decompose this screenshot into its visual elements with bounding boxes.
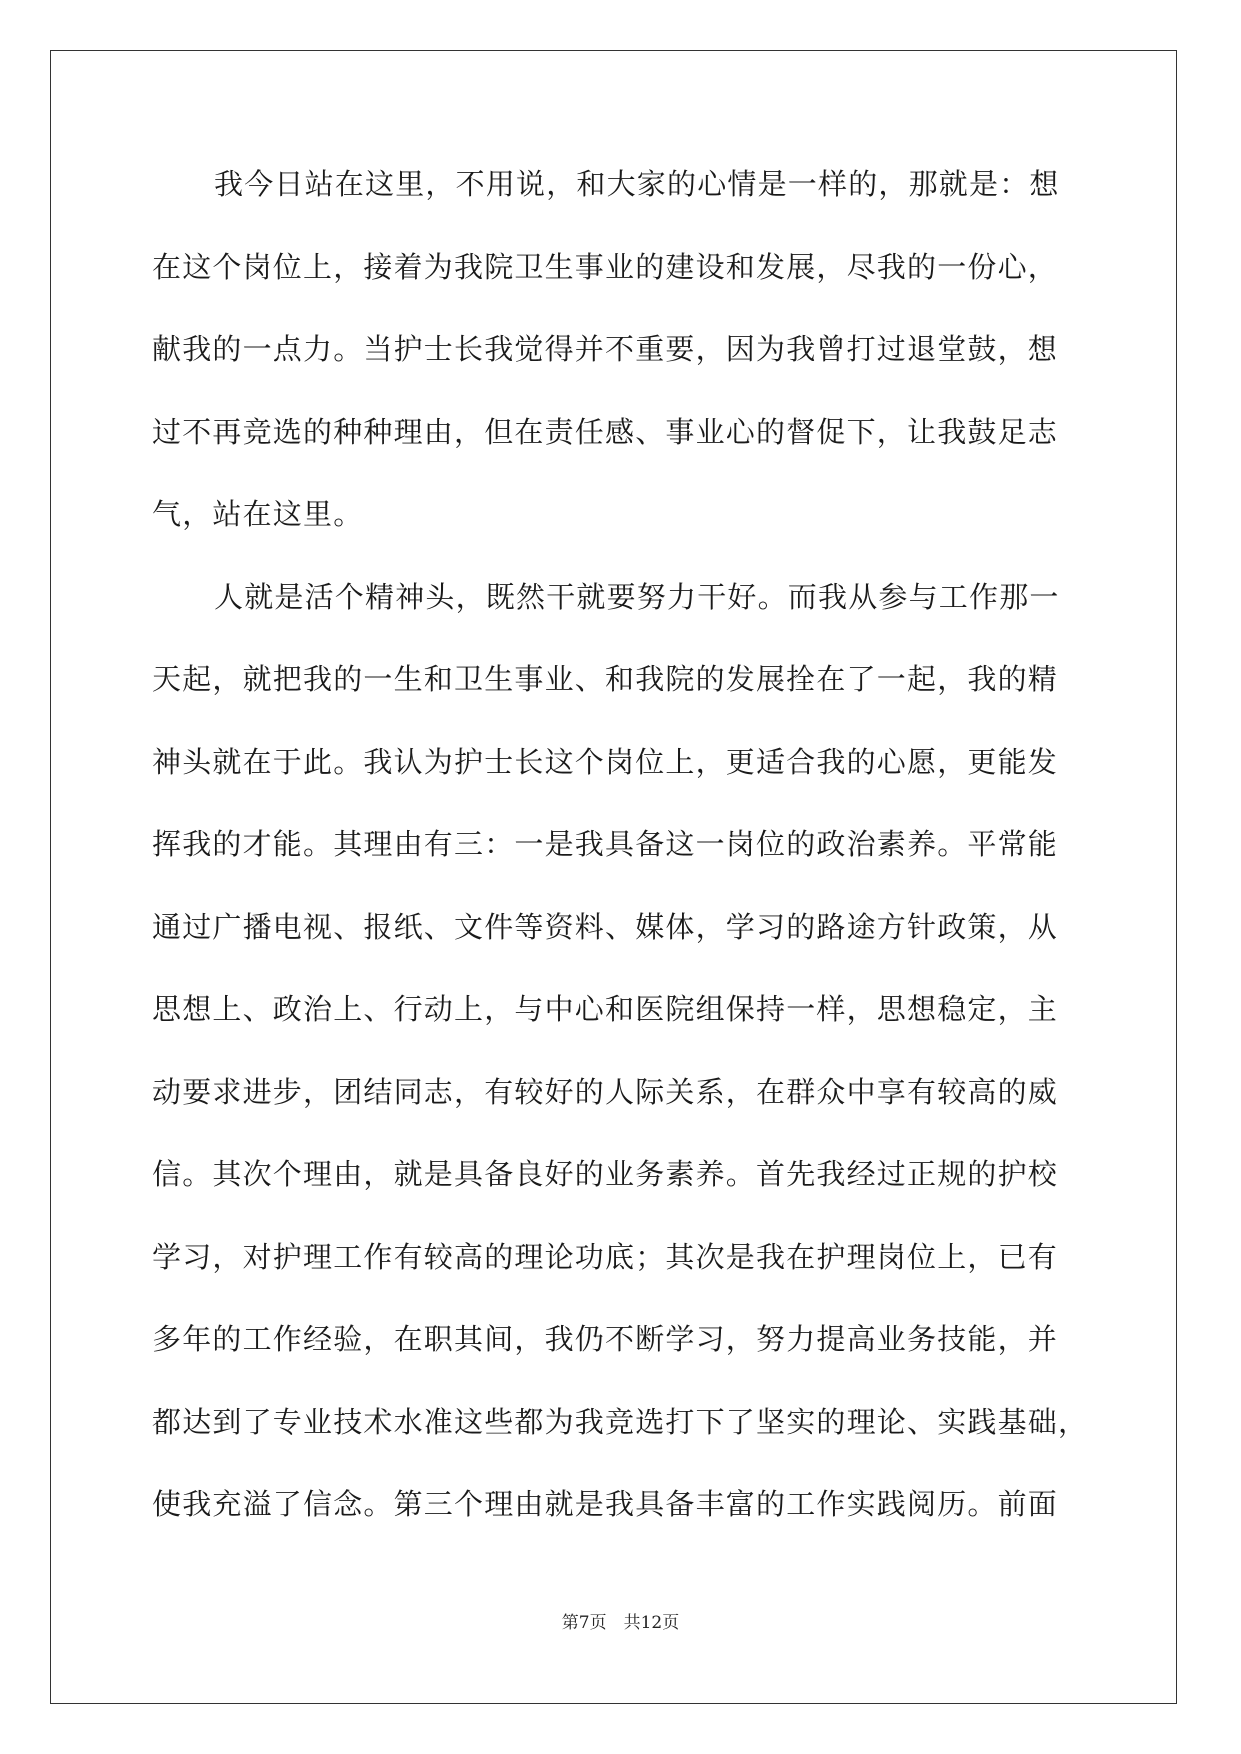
page-number: 第7页 共12页 [561,1613,680,1633]
text-line: 在这个岗位上，接着为我院卫生事业的建设和发展，尽我的一份心， [152,249,1059,284]
text-line: 通过广播电视、报纸、文件等资料、媒体，学习的路途方针政策，从 [152,909,1059,944]
text-line: 人就是活个精神头，既然干就要努力干好。而我从参与工作那一 [214,579,1060,614]
text-line: 献我的一点力。当护士长我觉得并不重要，因为我曾打过退堂鼓，想 [152,332,1059,366]
text-line: 过不再竞选的种种理由，但在责任感、事业心的督促下，让我鼓足志 [152,414,1059,449]
text-line: 使我充溢了信念。第三个理由就是我具备丰富的工作实践阅历。前面 [152,1487,1059,1521]
document-body [152,164,1090,1567]
text-line: 气，站在这里。 [152,497,364,531]
text-line: 学习，对护理工作有较高的理论功底；其次是我在护理岗位上，已有 [152,1239,1059,1274]
text-line: 动要求进步，团结同志，有较好的人际关系，在群众中享有较高的威 [152,1074,1059,1109]
text-line: 多年的工作经验，在职其间，我仍不断学习，努力提高业务技能，并 [152,1322,1059,1356]
text-line: 信。其次个理由，就是具备良好的业务素养。首先我经过正规的护校 [152,1157,1059,1191]
text-line: 神头就在于此。我认为护士长这个岗位上，更适合我的心愿，更能发 [152,744,1059,779]
text-line: 挥我的才能。其理由有三：一是我具备这一岗位的政治素养。平常能 [152,827,1059,861]
text-line: 思想上、政治上、行动上，与中心和医院组保持一样，思想稳定，主 [152,992,1059,1026]
text-line: 天起，就把我的一生和卫生事业、和我院的发展拴在了一起，我的精 [152,662,1059,696]
text-line: 我今日站在这里，不用说，和大家的心情是一样的，那就是：想 [214,167,1060,201]
text-line: 都达到了专业技术水准这些都为我竞选打下了坚实的理论、实践基础， [152,1404,1089,1439]
